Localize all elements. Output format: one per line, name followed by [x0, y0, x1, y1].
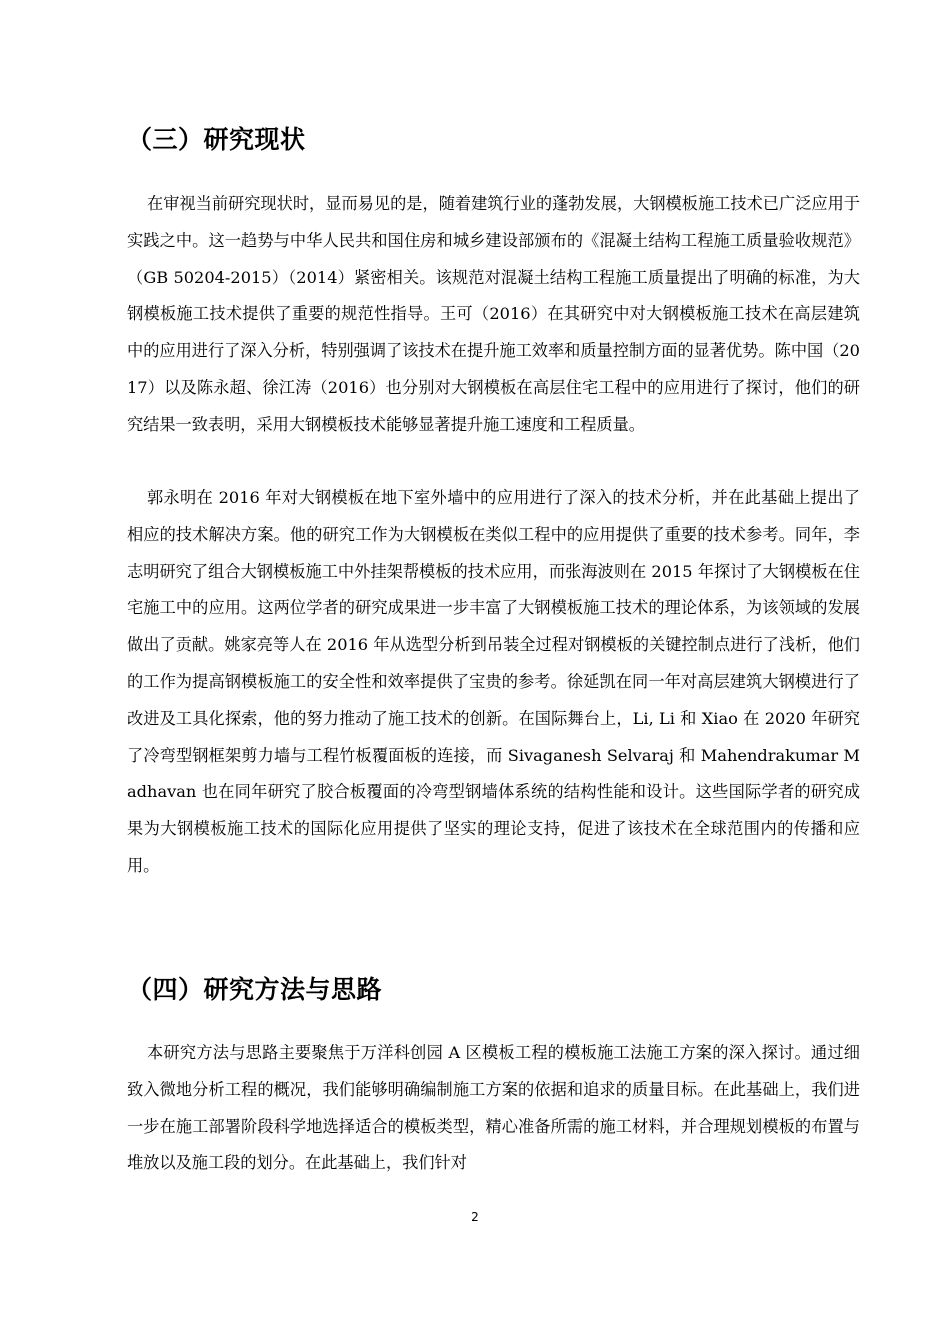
paragraph-research-methods-1: 本研究方法与思路主要聚焦于万洋科创园 A 区模板工程的模板施工法施工方案的深入探讨。通过细致入微地分析工程的概况，我们能够明确编制施工方案的依据和追求的质量目标。在此基础上，我们进一步在施工部署阶段科学地选择适合的模板类型，精心准备所需的施工材料，并合理规划模板的布置与堆放以及施工段的划分。在此基础上，我们针对: [127, 1043, 860, 1173]
paragraph-research-status-2: 郭永明在 2016 年对大钢模板在地下室外墙中的应用进行了深入的技术分析，并在此基础上提出了相应的技术解决方案。他的研究工作为大钢模板在类似工程中的应用提供了重要的技术参考。同年，李志明研究了组合大钢模板施工中外挂架帮模板的技术应用，而张海波则在 2015 年探讨了大钢模板在住宅施工中的应用。这两位学者的研究成果进一步丰富了大钢模板施工技术的理论体系，为该领域的发展做出了贡献。姚家亮等人在 2016 年从选型分析到吊装全过程对钢模板的关键控制点进行了浅析，他们的工作为提高钢模板施工的安全性和效率提供了宝贵的参考。徐延凯在同一年对高层建筑大钢模进行了改进及工具化探索，他的努力推动了施工技术的创新。在国际舞台上，Li, Li 和 Xiao 在 2020 年研究了冷弯型钢框架剪力墙与工程竹板覆面板的连接，而 Sivaganesh Selvaraj 和 Mahendrakumar Madhavan 也在同年研究了胶合板覆面的冷弯型钢墙体系统的结构性能和设计。这些国际学者的研究成果为大钢模板施工技术的国际化应用提供了坚实的理论支持，促进了该技术在全球范围内的传播和应用。: [127, 488, 860, 875]
section-heading-research-methods: （四）研究方法与思路: [127, 975, 383, 1004]
paragraph-research-status-1: 在审视当前研究现状时，显而易见的是，随着建筑行业的蓬勃发展，大钢模板施工技术已广泛应用于实践之中。这一趋势与中华人民共和国住房和城乡建设部颁布的《混凝土结构工程施工质量验收规范》（GB 50204-2015）（2014）紧密相关。该规范对混凝土结构工程施工质量提出了明确的标准，为大钢模板施工技术提供了重要的规范性指导。王可（2016）在其研究中对大钢模板施工技术在高层建筑中的应用进行了深入分析，特别强调了该技术在提升施工效率和质量控制方面的显著优势。陈中国（2017）以及陈永超、徐江涛（2016）也分别对大钢模板在高层住宅工程中的应用进行了探讨，他们的研究结果一致表明，采用大钢模板技术能够显著提升施工速度和工程质量。: [127, 194, 860, 434]
page-number: 2: [471, 1210, 479, 1224]
section-heading-research-status: （三）研究现状: [127, 125, 306, 154]
